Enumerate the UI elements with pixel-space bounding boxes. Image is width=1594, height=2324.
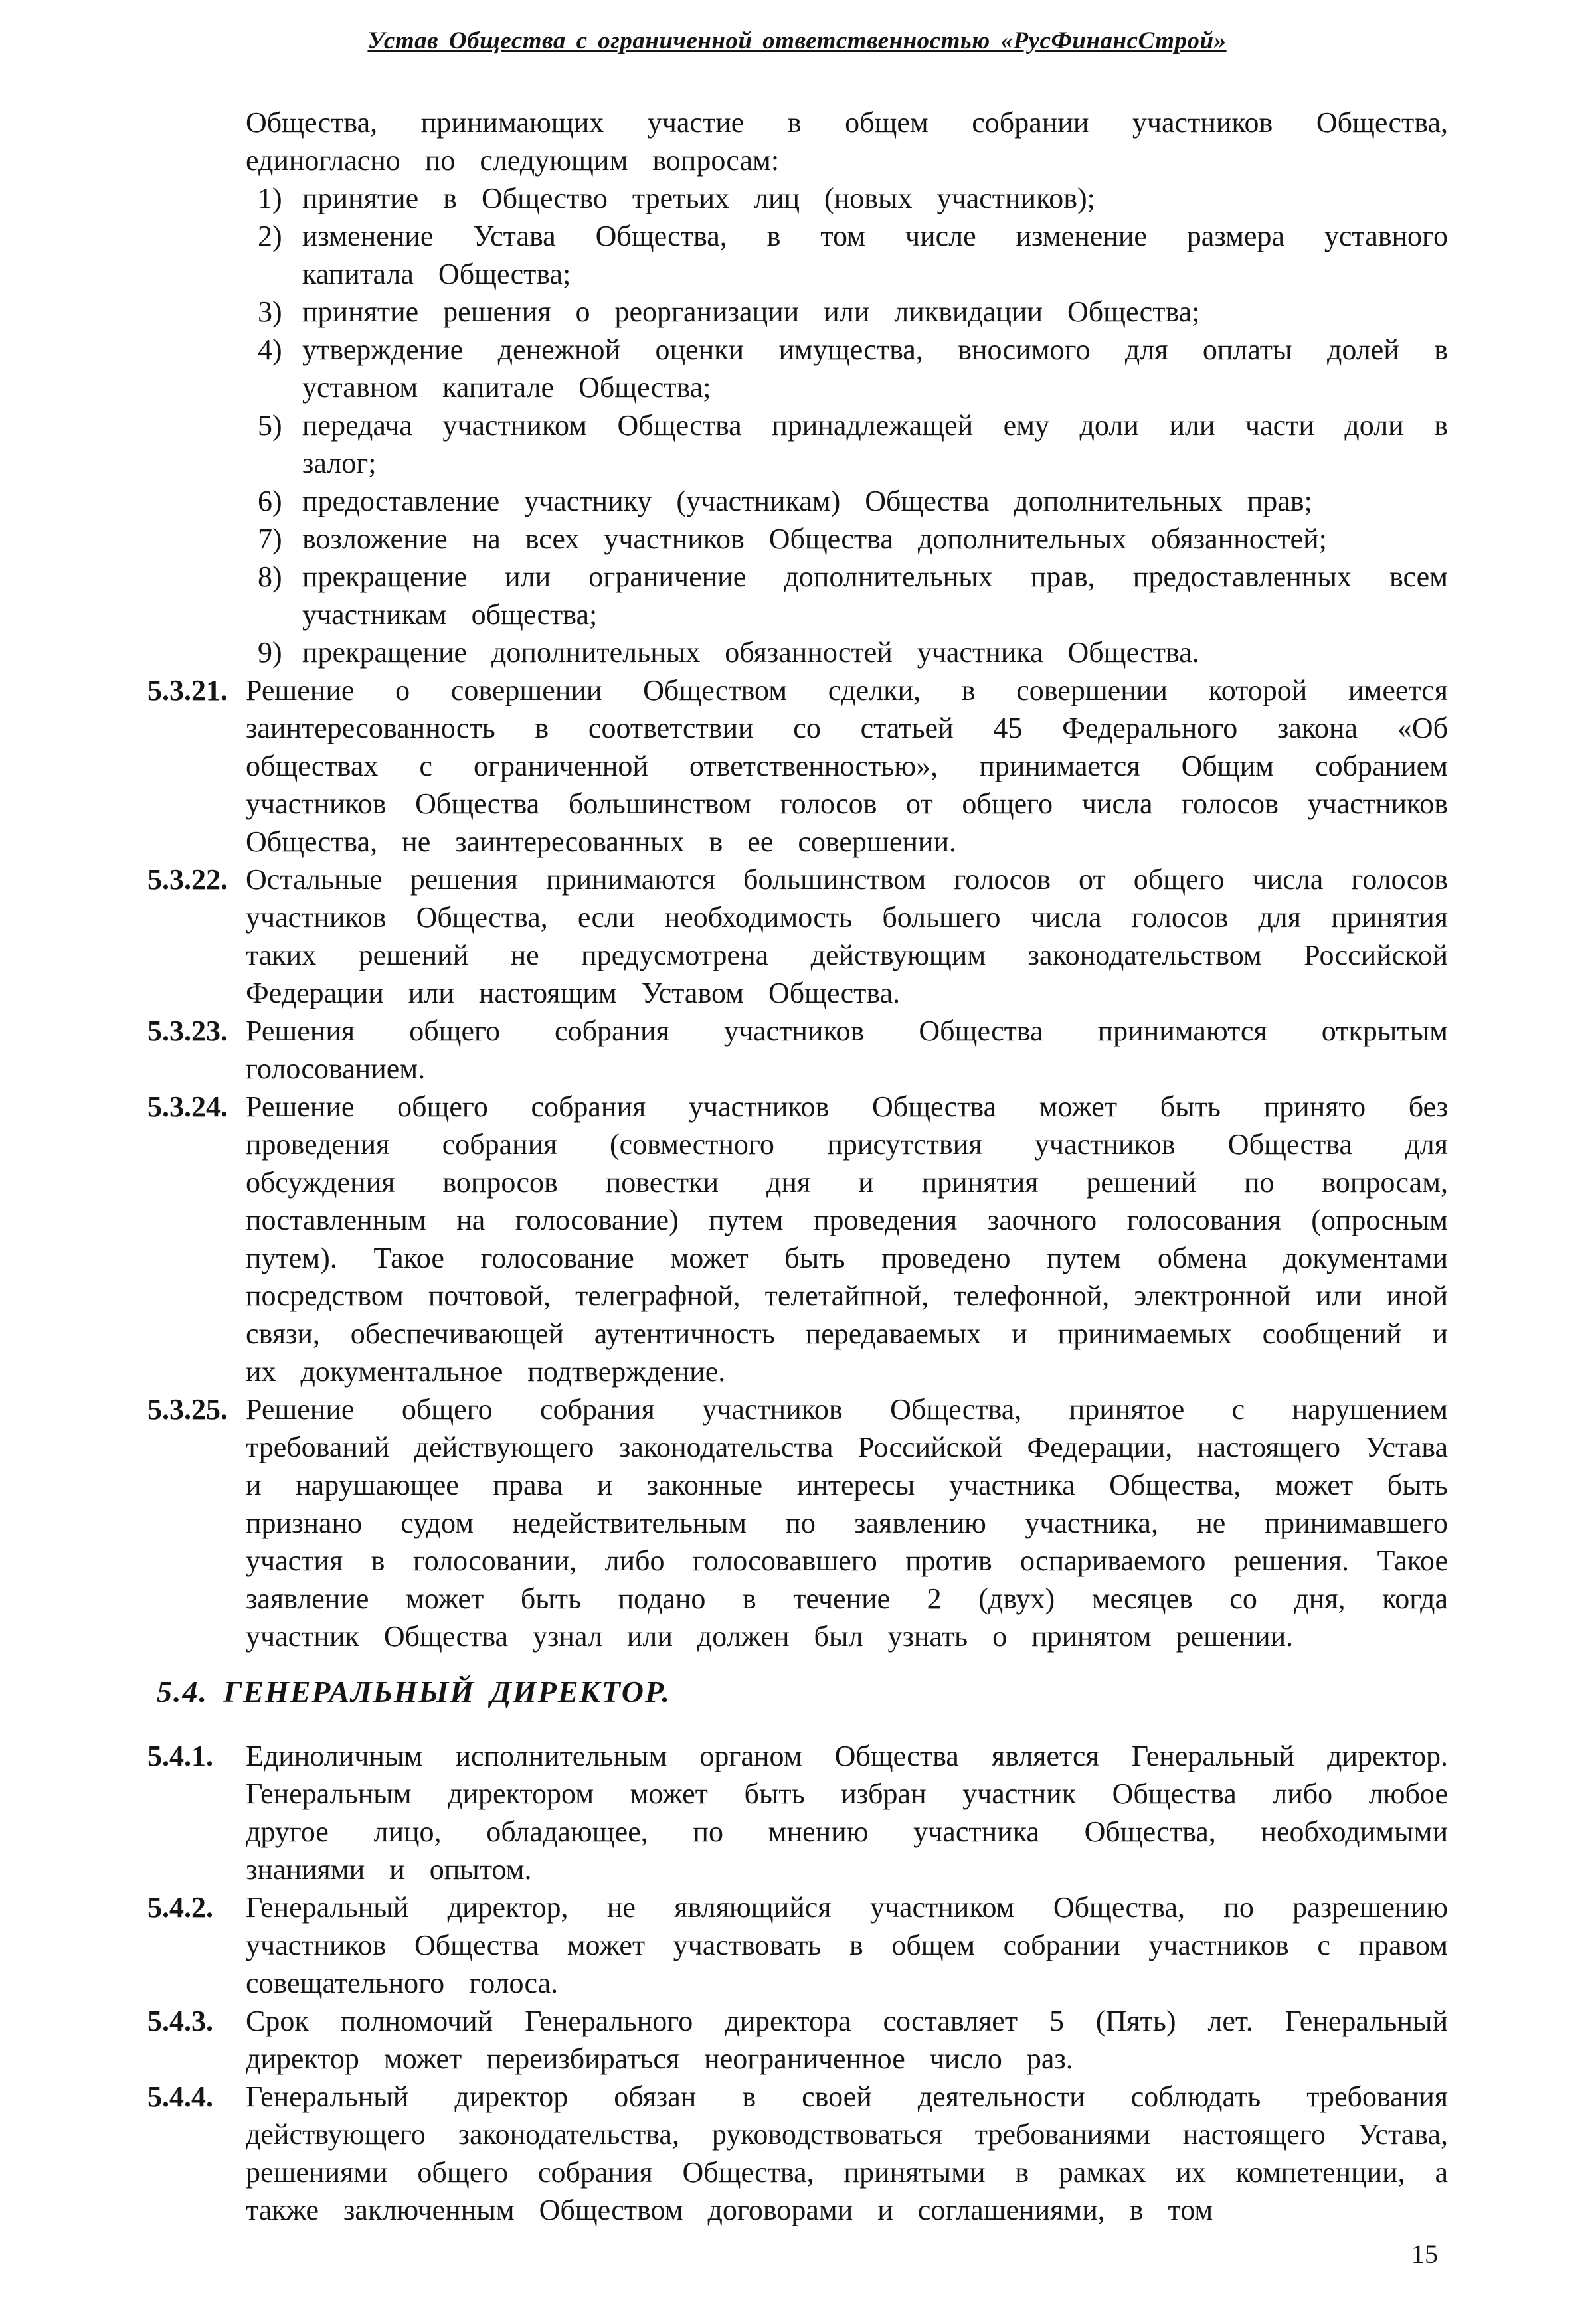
list-item [147,331,1448,406]
clause [147,1088,1448,1390]
document-content [147,104,1448,2229]
list-item [147,633,1448,671]
clause-number: 5.3.23. [147,1015,228,1047]
list-item-number: 7) [258,523,282,555]
clause [147,1012,1448,1088]
clause-text: Остальные решения принимаются большинством голосов от общего числа голосов участников Общества, если необходимость большего числа голосов для принятия таких решений не предусмотрена действующим законодательством Российской Федерации или настоящим Уставом Общества. [246,863,1448,1009]
clause-number: 5.3.21. [147,674,228,706]
clause [147,861,1448,1012]
clause-text: Единоличным исполнительным органом Общества является Генеральный директор. Генеральным директором может быть избран участник Общества либо любое другое лицо, обладающее, по мнению участника Общества, необходимыми знаниями и опытом. [246,1740,1448,1886]
list-item [147,520,1448,558]
list-item-number: 2) [258,220,282,252]
clause-text: Генеральный директор обязан в своей деятельности соблюдать требования действующего законодательства, руководствоваться требованиями настоящего Устава, решениями общего собрания Общества, принятыми в рамках их компетенции, а также заключенным Обществом договорами и соглашениями, в том [246,2080,1448,2226]
clause-text: Генеральный директор, не являющийся участником Общества, по разрешению участников Общества может участвовать в общем собрании участников с правом совещательного голоса. [246,1891,1448,1999]
clause [147,1737,1448,1888]
list-item [147,293,1448,331]
clause-number: 5.4.1. [147,1740,213,1772]
clause [147,2078,1448,2229]
list-item-text: возложение на всех участников Общества дополнительных обязанностей; [302,523,1327,555]
list-item-text: принятие решения о реорганизации или ликвидации Общества; [302,295,1200,328]
list-item-number: 8) [258,560,282,593]
document-title: Устав Общества с ограниченной ответственностью «РусФинансСтрой» [367,27,1227,54]
page-header [0,27,1594,55]
paragraph-intro: Общества, принимающих участие в общем собрании участников Общества, единогласно по следующим вопросам: [246,106,1448,177]
list-item-number: 3) [258,295,282,328]
list-item-text: принятие в Общество третьих лиц (новых участников); [302,182,1095,214]
clause-number: 5.3.22. [147,863,228,896]
list-item-text: передача участником Общества принадлежащей ему доли или части доли в залог; [302,409,1448,479]
list-item-number: 5) [258,409,282,442]
clause [147,1390,1448,1655]
list-item-text: предоставление участнику (участникам) Общества дополнительных прав; [302,485,1312,517]
clause-text: Решение общего собрания участников Общества, принятое с нарушением требований действующего законодательства Российской Федерации, настоящего Устава и нарушающее права и законные интересы участника Общества, может быть признано судом недействительным по заявлению участника, не принимавшего участия в голосовании, либо голосовавшего против оспариваемого решения. Такое заявление может быть подано в течение 2 (двух) месяцев со дня, когда участник Общества узнал или должен был узнать о принятом решении. [246,1393,1448,1653]
list-item [147,406,1448,482]
clause-text: Решение о совершении Обществом сделки, в совершении которой имеется заинтересованность в соответствии со статьей 45 Федерального закона «Об обществах с ограниченной ответственностью», принимается Общим собранием участников Общества большинством голосов от общего числа голосов участников Общества, не заинтересованных в ее совершении. [246,674,1448,858]
list-item-text: изменение Устава Общества, в том числе изменение размера уставного капитала Общества; [302,220,1448,290]
list-item [147,179,1448,217]
list-item-number: 9) [258,636,282,669]
list-item [147,558,1448,633]
clause-number: 5.3.25. [147,1393,228,1426]
list-item-text: прекращение или ограничение дополнительных прав, предоставленных всем участникам общества; [302,560,1448,631]
list-item [147,217,1448,293]
clause [147,671,1448,861]
clause-number: 5.4.3. [147,2005,213,2037]
clause-number: 5.3.24. [147,1090,228,1123]
list-item-text: утверждение денежной оценки имущества, вносимого для оплаты долей в уставном капитале Общества; [302,333,1448,404]
clause-number: 5.4.4. [147,2080,213,2113]
clause [147,2002,1448,2078]
clause-number: 5.4.2. [147,1891,213,1924]
clause-text: Решение общего собрания участников Общества может быть принято без проведения собрания (совместного присутствия участников Общества для обсуждения вопросов повестки дня и принятия решений по вопросам, поставленным на голосование) путем проведения заочного голосования (опросным путем). Такое голосование может быть проведено путем обмена документами посредством почтовой, телеграфной, телетайпной, телефонной, электронной или иной связи, обеспечивающей аутентичность передаваемых и принимаемых сообщений и их документальное подтверждение. [246,1090,1448,1388]
list-item-number: 4) [258,333,282,366]
list-item-number: 1) [258,182,282,214]
list-item-number: 6) [258,485,282,517]
clause-text: Решения общего собрания участников Общества принимаются открытым голосованием. [246,1015,1448,1085]
section-heading: 5.4. ГЕНЕРАЛЬНЫЙ ДИРЕКТОР. [157,1675,671,1708]
list-item-text: прекращение дополнительных обязанностей участника Общества. [302,636,1199,669]
page-number: 15 [1411,2239,1438,2269]
clause-text: Срок полномочий Генерального директора составляет 5 (Пять) лет. Генеральный директор может переизбираться неограниченное число раз. [246,2005,1448,2075]
list-item [147,482,1448,520]
clause [147,1888,1448,2002]
